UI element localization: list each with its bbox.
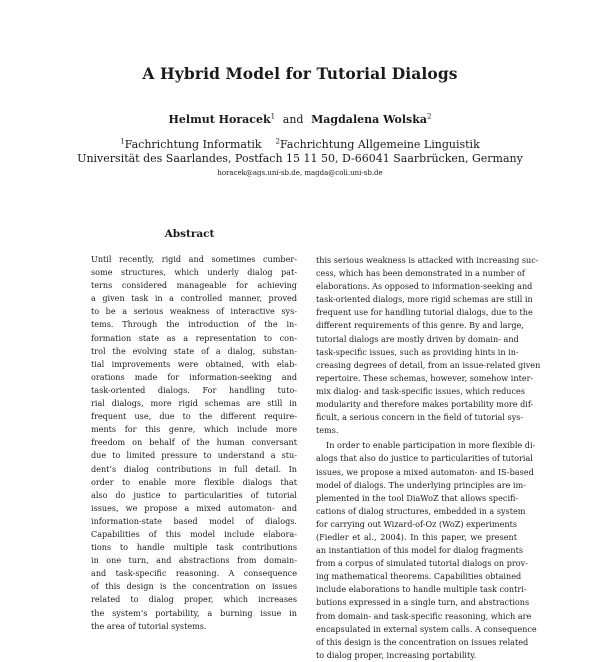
text-line: In order to enable participation in more flexible di- [326,440,536,451]
text-line: in one turn, and abstractions from domain- [91,555,297,566]
affiliation-mark: 2 [275,137,281,146]
abstract-heading: Abstract [164,228,215,240]
institution-address: Universität des Saarlandes, Postfach 15 11 50, D-66041 Saarbrücken, Germany [77,152,523,165]
text-line: (Fiedler et al., 2004). In this paper, we present [316,531,517,542]
author-line [0,113,600,126]
text-line: task-specific issues, such as providing hints in in- [316,346,519,357]
text-line: frequent use for handling tutorial dialogs, due to the [316,307,533,318]
text-line: include elaborations to handle multiple task contri- [316,584,527,595]
text-line: an instantiation of this model for dialog fragments [316,545,523,556]
text-line: task-oriented dialogs. For handling tuto- [91,384,297,395]
text-line: ing mathematical theorems. Capabilities obtained [316,571,522,582]
text-line: butions expressed in a single turn, and abstractions [316,597,530,608]
text-line: information-state based model of dialogs. [91,515,297,526]
text-line: also do justice to particularities of tutorial [91,489,297,500]
text-line: dent’s dialog contributions in full detail. In [91,463,297,474]
text-line: model of dialogs. The underlying principles are im- [316,479,526,490]
text-line: of this design is the concentration on issues related [316,636,529,647]
author-name: Magdalena Wolska [311,113,427,126]
text-line: terns considered manageable for achieving [91,280,297,291]
text-line: of this design is the concentration on issues [91,581,297,592]
paper-title: A Hybrid Model for Tutorial Dialogs [142,64,458,83]
text-line: due to limited pressure to understand a stu- [91,450,297,461]
text-line: and task-specific reasoning. A consequence [91,568,297,579]
text-line: related to dialog proper, which increases [91,594,297,605]
author-emails: horacek@ags.uni-sb.de, magda@coli.uni-sb.de [217,169,383,177]
text-line: order to enable more flexible dialogs that [91,476,297,487]
text-line: this serious weakness is attacked with increasing suc- [316,255,539,265]
text-line: issues, we propose a mixed automaton- and [91,502,297,513]
text-line: cations of dialog structures, embedded in a system [316,505,526,516]
text-line: tutorial dialogs are mostly driven by domain- and [316,333,519,344]
department-line [0,138,600,151]
text-line: mix dialog- and task-specific issues, which reduces [316,385,525,396]
text-line: from domain- and task-specific reasoning, which are [316,610,532,621]
department-name: Fachrichtung Informatik [124,138,262,151]
text-line: ments for this genre, which include more [91,424,297,435]
text-line: alogs that also do justice to particularities of tutorial [316,453,533,464]
text-line: frequent use, due to the different require- [91,411,297,422]
text-line: trol the evolving state of a dialog, substan- [91,345,297,356]
abstract-body [91,253,297,633]
text-line: orations made for information-seeking and [91,371,297,382]
text-line: some structures, which underly dialog pat- [91,267,297,278]
text-line: plemented in the tool DiaWoZ that allows specifi- [316,492,519,503]
text-line: rial dialogs, more rigid schemas are still in [91,398,297,409]
department-name: Fachrichtung Allgemeine Linguistik [280,138,480,151]
text-line: issues, we propose a mixed automaton- and IS-based [316,466,534,477]
text-line: modularity and therefore makes portability more dif- [316,399,534,410]
text-line: the system’s portability, a burning issue in [91,607,297,618]
text-line: the area of tutorial systems. [91,620,207,631]
text-line: repertoire. These schemas, however, somehow inter- [316,372,534,383]
intro-body [316,254,541,662]
text-line: tems. Through the introduction of the in- [91,319,297,330]
affiliation-mark: 1 [270,112,276,121]
text-line: creasing degrees of detail, from an issue-related given [316,359,541,370]
text-line: tems. [316,425,339,436]
text-line: freedom on behalf of the human conversant [91,437,297,448]
affiliation-mark: 1 [120,137,125,146]
text-line: tions to handle multiple task contributions [91,542,297,553]
text-line: from a corpus of simulated tutorial dialogs on prov- [316,558,528,569]
text-line: a given task in a controlled manner, proved [91,293,297,304]
text-line: elaborations. As opposed to information-seeking and [316,281,533,292]
text-line: cess, which has been demonstrated in a number of [316,268,525,279]
affiliation-mark: 2 [427,112,432,121]
author-conjunction: and [282,113,304,126]
text-line: encapsulated in external system calls. A consequence [316,623,537,634]
text-line: Capabilities of this model include elabora- [91,528,297,539]
text-line: to dialog proper, increasing portability. [316,649,477,660]
text-line: Until recently, rigid and sometimes cumber- [91,254,297,264]
author-name: Helmut Horacek [168,113,271,126]
text-line: tial improvements were obtained, with elab- [91,358,297,369]
text-line: task-oriented dialogs, more rigid schemas are still in [316,294,533,305]
text-line: formation state as a representation to con- [91,332,297,343]
text-line: different requirements of this genre. By and large, [316,320,524,331]
text-line: to be a serious weakness of interactive sys- [91,306,297,317]
text-line: ficult, a serious concern in the field of tutorial sys- [316,412,524,423]
text-line: for carrying out Wizard-of-Oz (WoZ) experiments [316,518,517,529]
